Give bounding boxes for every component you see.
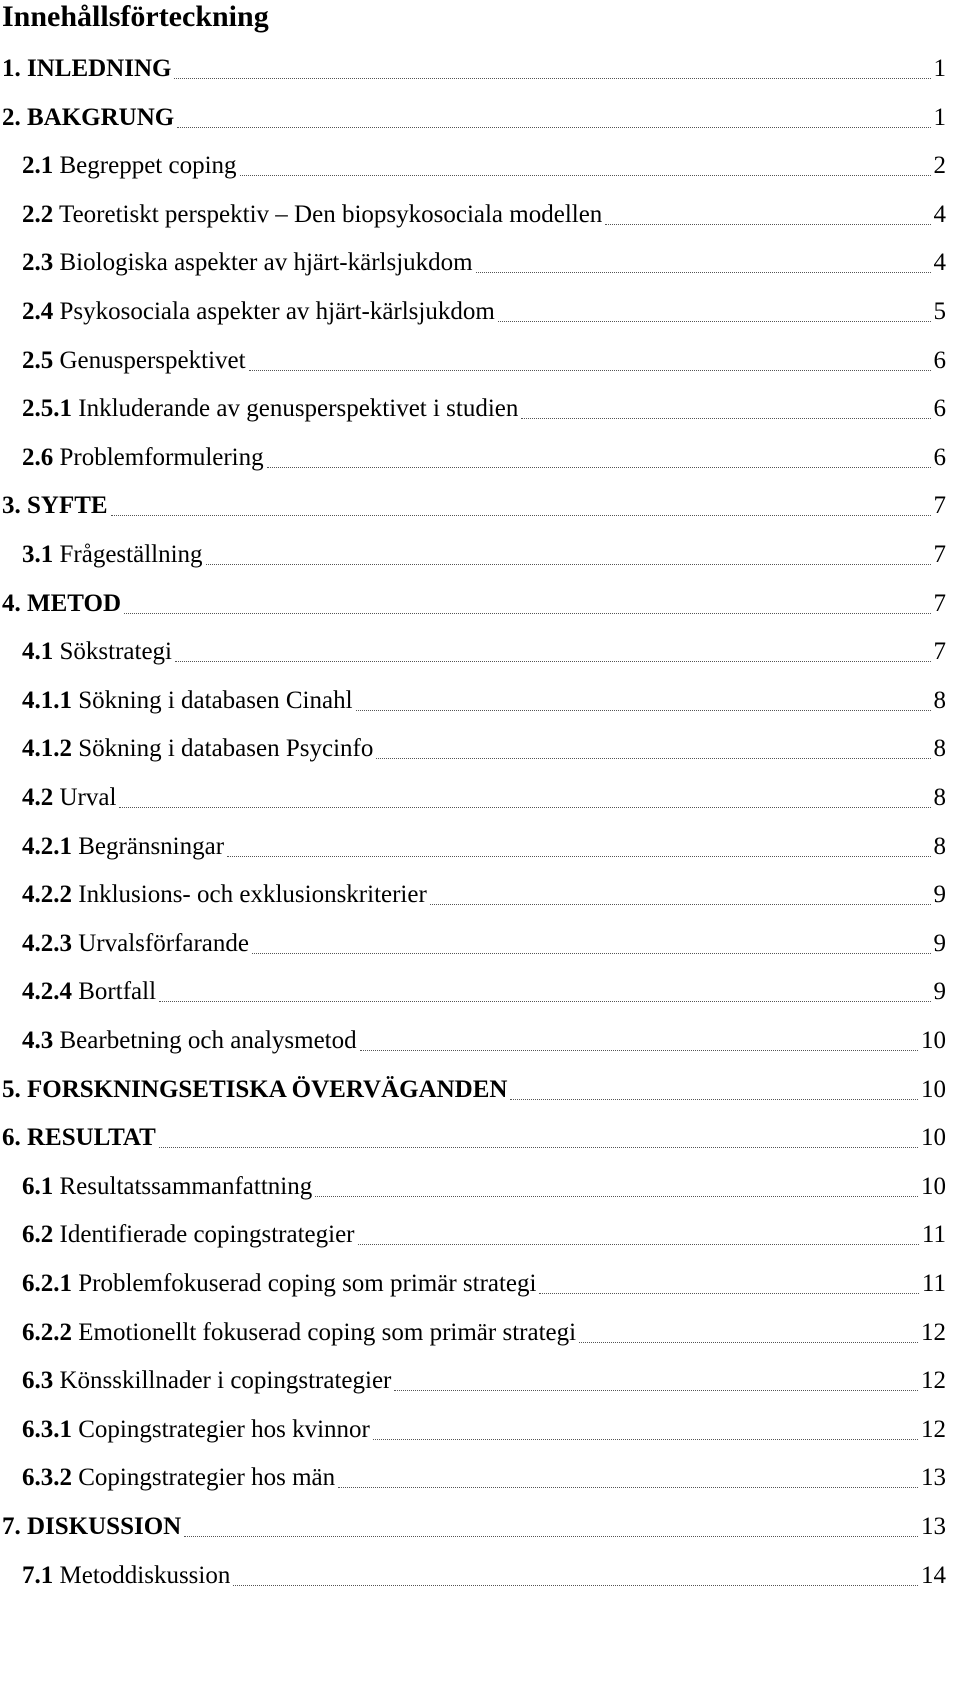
toc-entry-number: 1. [2,55,21,82]
toc-entry-number: 4.2 [22,784,54,811]
toc-entry-page: 2 [933,152,946,180]
toc-entry[interactable] [22,830,946,864]
toc-entry-leader [376,732,930,766]
toc-entry[interactable] [22,149,946,183]
toc-entry-page: 6 [933,443,946,471]
toc-entry-number: 2.5 [22,346,54,374]
toc-entry-page: 13 [921,1464,946,1492]
toc-entry-leader [579,1316,918,1350]
toc-entry-number: 4.3 [22,1027,54,1054]
toc-entry-label: DISKUSSION [20,1513,182,1540]
toc-entry-number: 6. [2,1124,21,1152]
toc-entry-number: 2.4 [22,298,54,325]
toc-entry-number: 3.1 [22,541,54,568]
toc-entry-label: Inkluderande av genusperspektivet i studien [72,395,519,423]
toc-entry-number: 6.2.2 [22,1318,72,1346]
toc-entry-page: 11 [921,1270,946,1297]
toc-entry-number: 7. [2,1513,21,1540]
toc-entry-page: 10 [921,1075,946,1103]
toc-entry-number: 6.2.1 [22,1270,72,1297]
toc-entry-leader [227,830,930,864]
toc-entry-label: FORSKNINGSETISKA ÖVERVÄGANDEN [20,1075,508,1103]
toc-entry[interactable] [22,1170,946,1204]
toc-entry-page: 1 [933,55,946,82]
toc-entry-leader [206,538,931,572]
toc-entry-page: 8 [933,832,946,860]
toc-entry-label: Copingstrategier hos män [72,1464,336,1492]
toc-entry-leader [124,587,931,621]
toc-entry-label: BAKGRUNG [20,103,175,131]
toc-entry[interactable] [22,1024,946,1058]
toc-entry-page: 9 [933,881,946,909]
toc-entry[interactable] [22,295,946,329]
toc-entry[interactable] [22,1461,946,1495]
toc-entry[interactable] [2,1073,946,1107]
toc-entry-leader [175,635,931,669]
toc-entry[interactable] [22,927,946,961]
toc-entry-page: 11 [921,1221,946,1249]
toc-entry-leader [159,1121,918,1155]
toc-entry-page: 12 [921,1415,946,1443]
toc-entry-number: 5. [2,1075,21,1103]
toc-entry-page: 1 [933,103,946,131]
toc-entry-leader [174,52,930,86]
toc-entry-leader [338,1461,918,1495]
toc-entry-leader [521,392,930,426]
toc-entry[interactable] [22,684,946,718]
toc-entry-leader [249,344,931,378]
toc-entry-page: 5 [933,298,946,325]
toc-entry[interactable] [22,975,946,1009]
toc-entry[interactable] [22,635,946,669]
toc-entry-label: INLEDNING [20,55,172,82]
toc-entry-page: 10 [921,1027,946,1054]
toc-entry-label: Sökning i databasen Psycinfo [72,735,374,763]
toc-entry-number: 2.3 [22,249,54,277]
toc-entry-page: 8 [933,784,946,811]
toc-entry[interactable] [22,781,946,815]
toc-entry-page: 12 [921,1318,946,1346]
toc-entry-label: Teoretiskt perspektiv – Den biopsykosociala modellen [53,200,603,228]
toc-entry-number: 2.6 [22,443,54,471]
toc-entry-number: 2.2 [22,200,54,228]
toc-entry-number: 2.1 [22,152,54,180]
toc-entry-leader [498,295,931,329]
toc-entry-number: 2.5.1 [22,395,72,423]
toc-entry-number: 4. [2,589,21,617]
toc-entry-label: METOD [20,589,121,617]
toc-entry-label: RESULTAT [20,1124,156,1152]
toc-entry-page: 8 [933,735,946,763]
toc-entry-number: 7.1 [22,1561,54,1589]
toc-entry[interactable] [2,1121,946,1155]
toc-entry[interactable] [22,878,946,912]
toc-entry-page: 4 [933,200,946,228]
toc-entry-leader [373,1413,918,1447]
toc-entry-number: 3. [2,492,21,520]
toc-entry-leader [360,1024,918,1058]
toc-entry-number: 2. [2,103,21,131]
toc-entry-label: Identifierade copingstrategier [53,1221,355,1249]
toc-entry-page: 7 [933,638,946,666]
toc-entry[interactable] [2,489,946,523]
toc-entry-label: Begränsningar [72,832,225,860]
toc-entry-page: 13 [921,1513,946,1540]
toc-entry-label: Sökning i databasen Cinahl [72,686,353,714]
toc-entry-leader [539,1267,918,1301]
toc-entry-leader [111,489,931,523]
toc-entry-leader [159,975,930,1009]
toc-entry-leader [605,198,930,232]
toc-entry-leader [394,1364,918,1398]
toc-entry-label: Begreppet coping [53,152,237,180]
toc-entry[interactable] [22,1559,946,1593]
toc-entry-label: Metoddiskussion [53,1561,231,1589]
toc-entry-leader [315,1170,918,1204]
toc-entry[interactable] [22,1218,946,1252]
toc-entry[interactable] [2,587,946,621]
toc-entry[interactable] [22,344,946,378]
toc-entry-number: 4.1.1 [22,686,72,714]
toc-entry-page: 9 [933,978,946,1006]
toc-entry-number: 6.1 [22,1172,54,1200]
toc-entry-leader [358,1218,919,1252]
toc-entry-label: Psykosociala aspekter av hjärt-kärlsjukdom [53,298,495,325]
toc-entry-label: Bearbetning och analysmetod [53,1027,357,1054]
toc-entry-page: 9 [933,929,946,957]
toc-entry[interactable] [2,52,946,86]
toc-entry-number: 6.3.1 [22,1415,72,1443]
toc-entry-label: Sökstrategi [53,638,172,666]
toc-entry[interactable] [2,101,946,135]
toc-entry-label: Problemformulering [53,443,264,471]
toc-entry[interactable] [22,1316,946,1350]
toc-entry[interactable] [22,732,946,766]
toc-entry-label: Könsskillnader i copingstrategier [53,1367,392,1395]
toc-entry[interactable] [22,538,946,572]
toc-entry-label: Genusperspektivet [53,346,246,374]
toc-entry-label: Urval [53,784,117,811]
toc-entry-page: 10 [921,1124,946,1152]
toc-entry[interactable] [22,441,946,475]
toc-entry-page: 7 [933,589,946,617]
toc-entry-label: Urvalsförfarande [72,929,249,957]
toc-entry-page: 8 [933,686,946,714]
toc-entry-number: 4.1.2 [22,735,72,763]
toc-entry-leader [233,1559,918,1593]
toc-entry[interactable] [2,1510,946,1544]
toc-entry-leader [510,1073,918,1107]
toc-entry-label: Bortfall [72,978,157,1006]
toc-entry-leader [119,781,930,815]
toc-entry-number: 6.2 [22,1221,54,1249]
toc-entry-label: Biologiska aspekter av hjärt-kärlsjukdom [53,249,473,277]
toc-entry-label: Frågeställning [53,541,203,568]
toc-entry-number: 4.2.3 [22,929,72,957]
toc-entry-page: 6 [933,346,946,374]
toc-entry[interactable] [22,1267,946,1301]
toc-entry-page: 10 [921,1172,946,1200]
toc-entry-label: Copingstrategier hos kvinnor [72,1415,370,1443]
toc-entry[interactable] [22,1413,946,1447]
toc-entry-page: 6 [933,395,946,423]
toc-title: Innehållsförteckning [2,0,269,33]
toc-entry-number: 4.1 [22,638,54,666]
toc-entry-leader [476,246,931,280]
toc-entry-leader [240,149,931,183]
toc-entry-label: Emotionellt fokuserad coping som primär strategi [72,1318,577,1346]
toc-entry-label: SYFTE [20,492,108,520]
toc-entry-number: 4.2.2 [22,881,72,909]
toc-entry-page: 7 [933,541,946,568]
toc-entry[interactable] [22,392,946,426]
toc-entry-leader [430,878,931,912]
toc-entry-leader [267,441,931,475]
toc-entry-number: 4.2.1 [22,832,72,860]
toc-entry-number: 6.3 [22,1367,54,1395]
toc-entry-number: 4.2.4 [22,978,72,1006]
toc-entry-page: 14 [921,1561,946,1589]
toc-entry-page: 7 [933,492,946,520]
toc-entry-leader [184,1510,918,1544]
toc-entry-leader [356,684,931,718]
toc-entry[interactable] [22,198,946,232]
toc-entry-label: Problemfokuserad coping som primär strategi [72,1270,537,1297]
toc-entry-leader [252,927,931,961]
toc-entry-page: 12 [921,1367,946,1395]
toc-entry-label: Resultatssammanfattning [53,1172,313,1200]
toc-entry[interactable] [22,1364,946,1398]
toc-entry[interactable] [22,246,946,280]
toc-entry-leader [177,101,930,135]
toc-entry-label: Inklusions- och exklusionskriterier [72,881,427,909]
toc-entry-page: 4 [933,249,946,277]
toc-entry-number: 6.3.2 [22,1464,72,1492]
